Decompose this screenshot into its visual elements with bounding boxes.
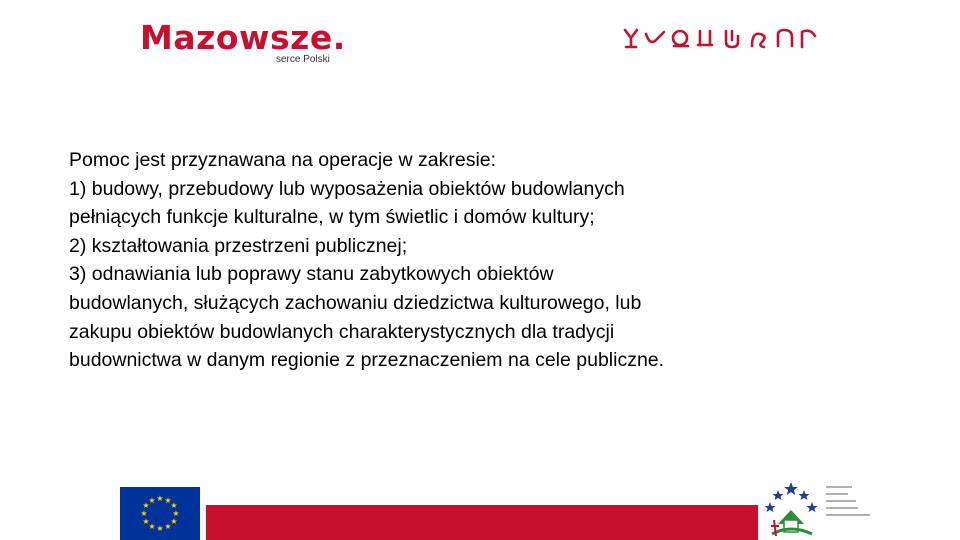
svg-text:★: ★ xyxy=(148,522,156,531)
svg-text:★: ★ xyxy=(170,517,178,526)
body-line: pełniących funkcje kulturalne, w tym świetlic i domów kultury; xyxy=(69,206,595,229)
footer-red-band xyxy=(120,505,758,540)
prow-logo-icon xyxy=(760,480,822,540)
svg-text:★: ★ xyxy=(140,509,148,518)
body-line: 1) budowy, przebudowy lub wyposażenia obiektów budowlanych xyxy=(69,177,625,200)
mazowsze-wordmark: Mazowsze. xyxy=(140,18,346,57)
body-line: 2) kształtowania przestrzeni publicznej; xyxy=(69,234,408,257)
svg-text:★: ★ xyxy=(172,509,180,518)
mazowsze-logo xyxy=(140,18,360,70)
eu-flag-icon xyxy=(120,487,200,540)
svg-text:★: ★ xyxy=(156,524,164,533)
mazowsze-pictograms-icon xyxy=(622,26,818,50)
body-line: budownictwa w danym regionie z przeznaczeniem na cele publiczne. xyxy=(69,349,665,372)
body-line: zakupu obiektów budowlanych charakterystycznych dla tradycji xyxy=(69,320,615,343)
body-text xyxy=(69,146,829,375)
svg-text:★: ★ xyxy=(142,501,150,510)
svg-text:★: ★ xyxy=(148,496,156,505)
svg-text:★: ★ xyxy=(164,496,172,505)
svg-text:★: ★ xyxy=(156,494,164,503)
body-line: budowlanych, służących zachowaniu dziedzictwa kulturowego, lub xyxy=(69,291,642,314)
svg-text:★: ★ xyxy=(164,522,172,531)
mazowsze-tagline: serce Polski xyxy=(276,54,330,65)
prow-logo-caption xyxy=(826,486,874,521)
body-line: Pomoc jest przyznawana na operacje w zakresie: xyxy=(69,149,497,171)
body-line: 3) odnawiania lub poprawy stanu zabytkowych obiektów xyxy=(69,263,554,286)
flag-separator xyxy=(200,487,206,540)
svg-text:★: ★ xyxy=(170,501,178,510)
svg-text:★: ★ xyxy=(142,517,150,526)
